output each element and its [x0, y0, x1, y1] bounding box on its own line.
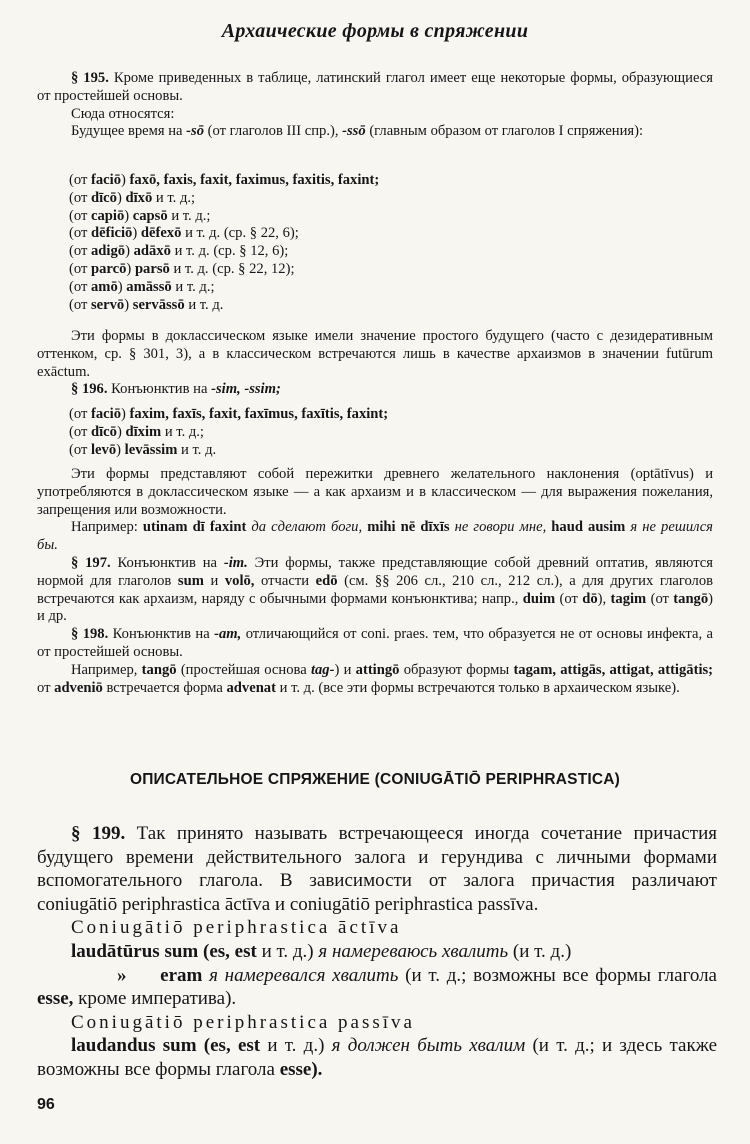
section-195-end-196	[37, 328, 713, 399]
paragraph	[37, 381, 713, 399]
section-number: § 198.	[71, 626, 109, 643]
list-item: (от parcō) parsō и т. д. (ср. § 22, 12);	[69, 260, 295, 277]
running-title: Архаические формы в спряжении	[221, 20, 529, 42]
section-number: § 197.	[71, 554, 111, 571]
section-number: § 196.	[71, 381, 108, 398]
text: (главным образом от глаголов I спряжения):	[369, 123, 644, 140]
paragraph: § 198. Конъюнктив на -am, отличающийся от coni. praes. тем, что образуется не от основы инфекта, а от простейшей основы.	[37, 626, 713, 660]
subjunctive-forms-list	[37, 406, 713, 459]
list-item: (от dīcō) dīxō и т. д.;	[69, 189, 196, 206]
section-number: § 199.	[71, 823, 126, 844]
text: (от глаголов III спр.),	[207, 123, 339, 140]
paragraph: laudandus sum (es, est и т. д.) я должен быть хвалим (и т. д.; и здесь также возможны все формы глагола esse).	[37, 1035, 718, 1080]
list-item: (от amō) amāssō и т. д.;	[69, 278, 215, 295]
list-item: (от dēficiō) dēfexō и т. д. (ср. § 22, 6);	[69, 225, 299, 242]
list-item: (от dīcō) dīxim и т. д.;	[69, 423, 204, 440]
ending: -sō	[186, 123, 205, 140]
list-item: (от faciō) faxō, faxis, faxit, faximus, faxitis, faxint;	[69, 172, 380, 188]
paragraph: laudātūrus sum (es, est и т. д.) я намереваюсь хвалить (и т. д.)	[71, 940, 572, 962]
paragraph: Эти формы представляют собой пережитки древнего желательного наклонения (optātīvus) и употребляются в доклассическом языке — а как архаизм и в классическом — для выражения пожелания, запрещения или возможности.	[37, 466, 713, 518]
passive-title: Coniugātiō periphrastica passīva	[71, 1011, 415, 1033]
paragraph: Например: utinam dī faxint да сделают боги, mihi nē dīxīs не говори мне, haud ausim я не решился бы.	[37, 519, 713, 554]
future-forms-list	[37, 172, 713, 314]
paragraph	[37, 822, 717, 916]
page-number: 96	[37, 1096, 55, 1113]
paragraph: Сюда относятся:	[71, 105, 175, 122]
list-item: (от capiō) capsō и т. д.;	[69, 207, 211, 224]
section-number: § 195.	[71, 70, 109, 86]
ending: -ssō	[342, 123, 366, 140]
paragraph	[37, 123, 713, 141]
section-195	[37, 70, 713, 141]
text: Так принято называть встречающееся иногда сочетание причастия будущего времени действительного залога и герундива с личными формами вспомогательного глагола. В зависимости от залога причастия различают coniugātiō periphrastica āctīva и coniugātiō periphrastica passīva.	[37, 823, 717, 915]
section-heading: ОПИСАТЕЛЬНОЕ СПРЯЖЕНИЕ (CONIUGĀTIŌ PERIPHRASTICA)	[129, 771, 621, 788]
text: Будущее время на	[71, 123, 183, 140]
paragraph	[37, 70, 713, 106]
paragraph: § 197. Конъюнктив на -im. Эти формы, также представляющие собой древний оптатив, являются нормой для глаголов sum и volō, отчасти edō (см. §§ 206 сл., 210 сл., 212 сл.), а для других глаголов встречаются как архаизм, наряду с обычными формами конъюнктива; напр., duim (от dō), tagim (от tangō) и др.	[37, 554, 714, 625]
section-199	[37, 822, 717, 1082]
text: Кроме приведенных в таблице, латинский глагол имеет еще некоторые формы, образующиеся от простейшей основы.	[37, 70, 713, 104]
list-item: (от servō) servāssō и т. д.	[69, 296, 224, 313]
text: Конъюнктив на	[111, 381, 208, 398]
paragraph: Эти формы в доклассическом языке имели значение простого будущего (часто с дезидеративным оттенком, ср. § 301, 3), а в классическом встречаются лишь в качестве архаизмов в значении futūrum exāctum.	[37, 328, 713, 380]
paragraph: » eram я намеревался хвалить (и т. д.; возможны все формы глагола esse, кроме императива).	[37, 964, 717, 1010]
active-title: Coniugātiō periphrastica āctīva	[71, 917, 402, 939]
list-item: (от faciō) faxim, faxīs, faxit, faxīmus, faxītis, faxint;	[69, 406, 389, 422]
list-item: (от levō) levāssim и т. д.	[69, 441, 217, 458]
ending: -sim, -ssim;	[211, 381, 281, 398]
paragraph: Например, tangō (простейшая основа tag-) и attingō образуют формы tagam, attigās, attigat, attigātis; от adveniō встречается форма advenat и т. д. (все эти формы встречаются только в архаическом языке).	[37, 661, 714, 696]
list-item: (от adigō) adāxō и т. д. (ср. § 12, 6);	[69, 243, 289, 260]
sections-196-198	[37, 466, 713, 697]
